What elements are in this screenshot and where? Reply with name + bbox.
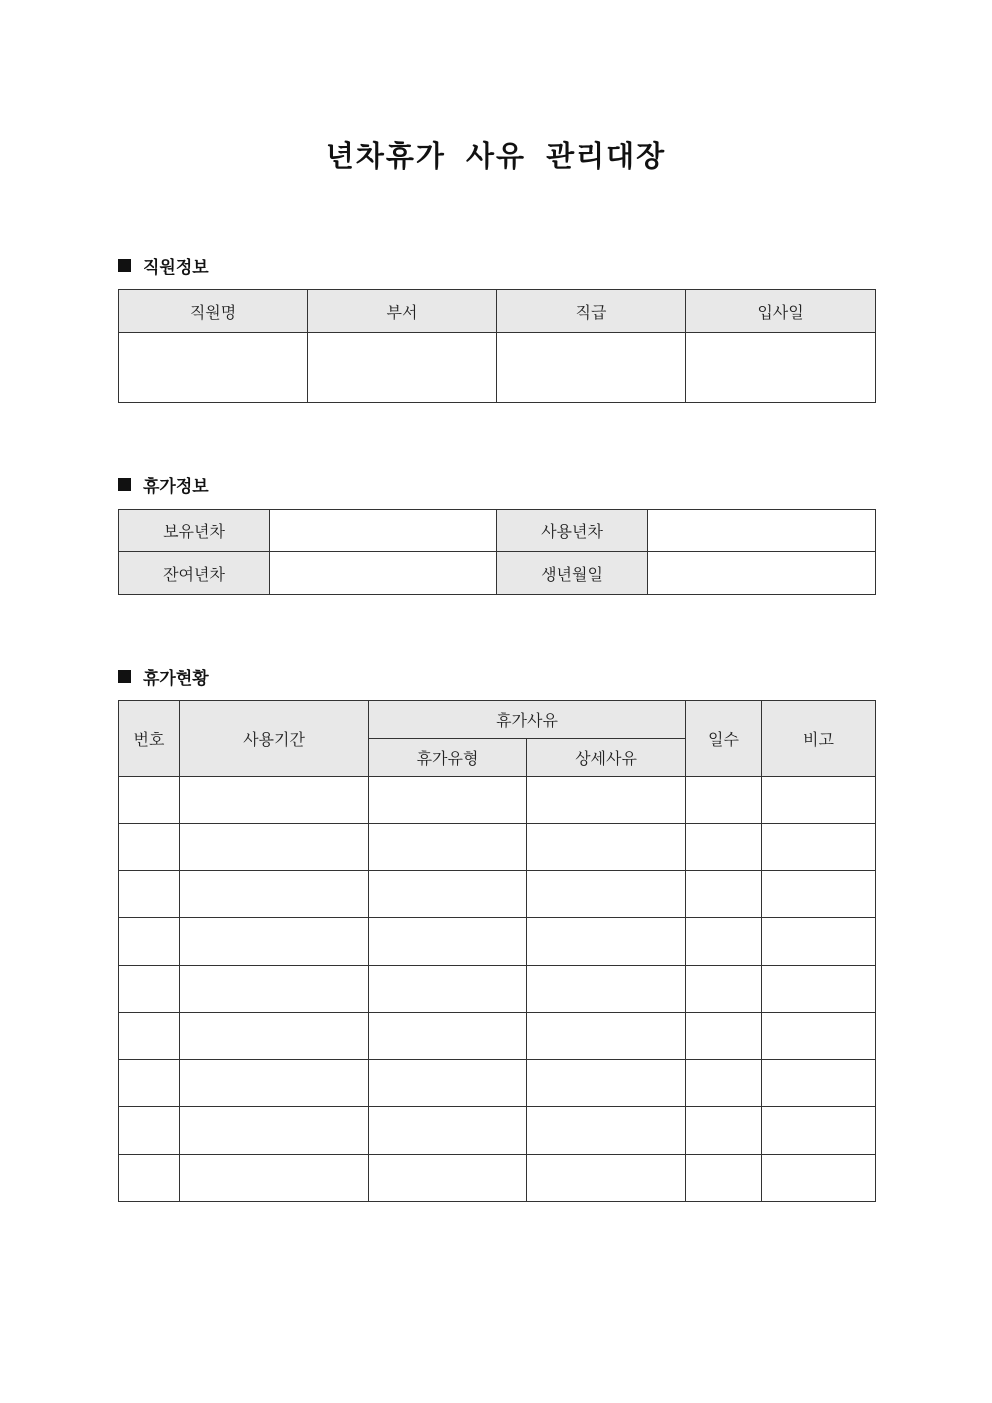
days-cell[interactable] — [686, 966, 762, 1013]
leave-type-cell[interactable] — [369, 1107, 527, 1155]
remarks-cell[interactable] — [762, 1013, 876, 1060]
leave-type-cell[interactable] — [369, 777, 527, 824]
department-cell[interactable] — [308, 333, 497, 403]
table-row — [119, 824, 876, 871]
period-cell[interactable] — [180, 1013, 369, 1060]
square-bullet-icon — [118, 259, 131, 272]
leave-info-row — [119, 552, 876, 595]
square-bullet-icon — [118, 478, 131, 491]
used-leave-cell[interactable] — [648, 510, 876, 552]
label-used-leave: 사용년차 — [497, 510, 648, 552]
employee-header-row — [119, 290, 876, 333]
remarks-cell[interactable] — [762, 777, 876, 824]
header-department: 부서 — [308, 290, 497, 333]
remaining-leave-cell[interactable] — [270, 552, 497, 595]
header-leave-type: 휴가유형 — [369, 739, 527, 777]
days-cell[interactable] — [686, 1155, 762, 1202]
header-number: 번호 — [119, 701, 180, 777]
remarks-cell[interactable] — [762, 824, 876, 871]
number-cell[interactable] — [119, 871, 180, 918]
period-cell[interactable] — [180, 1107, 369, 1155]
detail-reason-cell[interactable] — [527, 1060, 686, 1107]
leave-type-cell[interactable] — [369, 966, 527, 1013]
detail-reason-cell[interactable] — [527, 1155, 686, 1202]
number-cell[interactable] — [119, 918, 180, 966]
detail-reason-cell[interactable] — [527, 966, 686, 1013]
detail-reason-cell[interactable] — [527, 871, 686, 918]
detail-reason-cell[interactable] — [527, 918, 686, 966]
header-usage-period: 사용기간 — [180, 701, 369, 777]
header-position: 직급 — [497, 290, 686, 333]
square-bullet-icon — [118, 670, 131, 683]
leave-type-cell[interactable] — [369, 1155, 527, 1202]
leave-type-cell[interactable] — [369, 1013, 527, 1060]
days-cell[interactable] — [686, 918, 762, 966]
label-remaining-leave: 잔여년차 — [119, 552, 270, 595]
leave-type-cell[interactable] — [369, 824, 527, 871]
page-title: 년차휴가 사유 관리대장 — [325, 139, 667, 173]
detail-reason-cell[interactable] — [527, 1013, 686, 1060]
period-cell[interactable] — [180, 777, 369, 824]
days-cell[interactable] — [686, 871, 762, 918]
status-header-row — [119, 701, 876, 739]
header-hire-date: 입사일 — [686, 290, 876, 333]
label-owned-leave: 보유년차 — [119, 510, 270, 552]
leave-info-table — [118, 509, 876, 595]
period-cell[interactable] — [180, 871, 369, 918]
number-cell[interactable] — [119, 966, 180, 1013]
section-heading-label: 휴가정보 — [143, 477, 209, 497]
period-cell[interactable] — [180, 1155, 369, 1202]
employee-name-cell[interactable] — [119, 333, 308, 403]
position-cell[interactable] — [497, 333, 686, 403]
leave-type-cell[interactable] — [369, 1060, 527, 1107]
number-cell[interactable] — [119, 777, 180, 824]
header-leave-reason: 휴가사유 — [369, 701, 686, 739]
detail-reason-cell[interactable] — [527, 1107, 686, 1155]
section-heading-label: 휴가현황 — [143, 669, 209, 689]
birth-date-cell[interactable] — [648, 552, 876, 595]
section-heading-employee — [118, 253, 209, 278]
days-cell[interactable] — [686, 824, 762, 871]
owned-leave-cell[interactable] — [270, 510, 497, 552]
hire-date-cell[interactable] — [686, 333, 876, 403]
table-row — [119, 1013, 876, 1060]
detail-reason-cell[interactable] — [527, 824, 686, 871]
number-cell[interactable] — [119, 1107, 180, 1155]
remarks-cell[interactable] — [762, 918, 876, 966]
section-heading-label: 직원정보 — [143, 258, 209, 278]
remarks-cell[interactable] — [762, 1060, 876, 1107]
section-heading-leave-status — [118, 664, 209, 689]
table-row — [119, 1060, 876, 1107]
remarks-cell[interactable] — [762, 1155, 876, 1202]
employee-value-row — [119, 333, 876, 403]
remarks-cell[interactable] — [762, 871, 876, 918]
table-row — [119, 1107, 876, 1155]
table-row — [119, 777, 876, 824]
period-cell[interactable] — [180, 966, 369, 1013]
remarks-cell[interactable] — [762, 966, 876, 1013]
days-cell[interactable] — [686, 777, 762, 824]
period-cell[interactable] — [180, 1060, 369, 1107]
days-cell[interactable] — [686, 1107, 762, 1155]
table-row — [119, 966, 876, 1013]
leave-info-row — [119, 510, 876, 552]
status-table-body — [119, 777, 876, 1202]
table-row — [119, 871, 876, 918]
employee-info-table — [118, 289, 876, 403]
number-cell[interactable] — [119, 1155, 180, 1202]
section-heading-leave-info — [118, 472, 209, 497]
leave-type-cell[interactable] — [369, 918, 527, 966]
leave-status-table — [118, 700, 876, 1202]
header-employee-name: 직원명 — [119, 290, 308, 333]
detail-reason-cell[interactable] — [527, 777, 686, 824]
table-row — [119, 918, 876, 966]
period-cell[interactable] — [180, 918, 369, 966]
number-cell[interactable] — [119, 1013, 180, 1060]
header-days: 일수 — [686, 701, 762, 777]
remarks-cell[interactable] — [762, 1107, 876, 1155]
label-birth-date: 생년월일 — [497, 552, 648, 595]
header-detail-reason: 상세사유 — [527, 739, 686, 777]
days-cell[interactable] — [686, 1013, 762, 1060]
days-cell[interactable] — [686, 1060, 762, 1107]
table-row — [119, 1155, 876, 1202]
number-cell[interactable] — [119, 824, 180, 871]
leave-type-cell[interactable] — [369, 871, 527, 918]
number-cell[interactable] — [119, 1060, 180, 1107]
period-cell[interactable] — [180, 824, 369, 871]
header-remarks: 비고 — [762, 701, 876, 777]
